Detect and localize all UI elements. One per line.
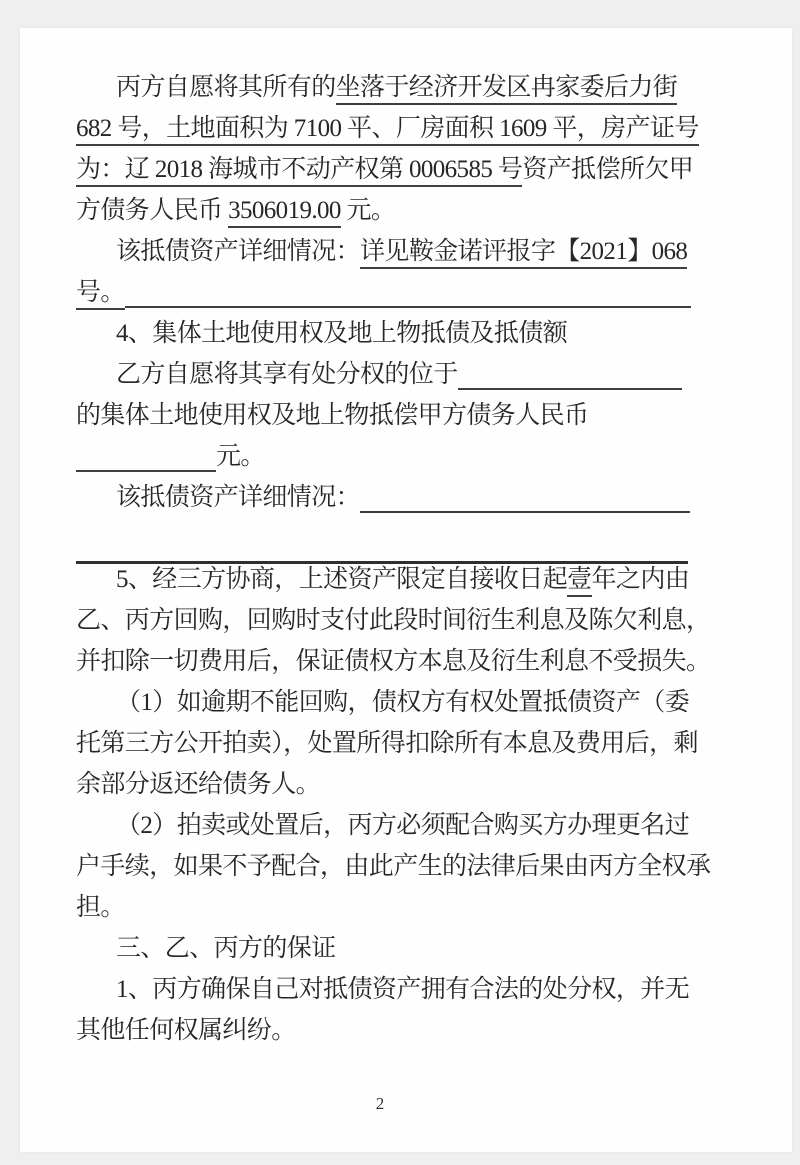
text-run: 担。 [76,894,125,921]
text-line [76,108,736,149]
text-line [76,805,736,846]
text-run: （1）如逾期不能回购，债权方有权处置抵债资产（委 [116,689,690,716]
underlined-text: 坐落于经济开发区冉家委后力街 [336,74,678,105]
document-lines [76,67,736,1051]
text-line [76,928,736,969]
text-run: 户手续，如果不予配合，由此产生的法律后果由丙方全权承 [76,853,711,880]
text-line [76,354,736,395]
text-line [76,846,736,887]
page-number: 2 [375,1094,385,1113]
text-run: 其他任何权属纠纷。 [76,1017,296,1044]
text-line [76,887,736,928]
blank-fill-line [458,388,682,390]
text-line [76,149,736,190]
text-line [76,723,736,764]
text-run: 三、乙、丙方的保证 [116,935,336,962]
text-run: 该抵债资产详细情况： [116,238,361,265]
text-line [76,969,736,1010]
text-line [76,682,736,723]
text-line [76,477,736,518]
text-line [76,395,736,436]
text-run: 元。 [216,443,265,470]
text-run: 丙方自愿将其所有的 [116,74,336,101]
text-line [76,559,736,600]
text-run: 年之内由 [591,566,690,593]
blank-fill-line [125,306,691,308]
text-run: 托第三方公开拍卖），处置所得扣除所有本息及费用后，剩 [76,730,698,757]
text-run: 1、丙方确保自己对抵债资产拥有合法的处分权，并无 [116,976,690,1003]
blank-fill-line [360,511,690,513]
text-line [76,600,736,641]
text-run: 资产抵偿所欠甲 [522,156,694,183]
scanned-contract-page [20,28,792,1152]
text-run: 4、集体土地使用权及地上物抵债及抵债额 [116,320,568,347]
text-line [76,67,736,108]
text-line [76,641,736,682]
text-run: 并扣除一切费用后，保证债权方本息及衍生利息不受损失。 [76,648,711,675]
text-line [76,764,736,805]
underlined-text: 3506019.00 [228,197,341,228]
text-run: 方债务人民币 [76,197,229,224]
text-run: 5、经三方协商，上述资产限定自接收日起 [116,566,568,593]
underlined-text: 壹 [567,566,591,597]
text-line [76,313,736,354]
text-line [76,272,736,313]
text-line [76,190,736,231]
text-run: 的集体土地使用权及地上物抵偿甲方债务人民币 [76,402,589,429]
text-run: 乙、丙方回购，回购时支付此段时间衍生利息及陈欠利息， [76,607,711,634]
text-line [76,1010,736,1051]
text-run: （2）拍卖或处置后，丙方必须配合购买方办理更名过 [116,812,690,839]
text-run: 元。 [340,197,396,224]
text-line [76,231,736,272]
text-run: 余部分返还给债务人。 [76,771,321,798]
underlined-text: 682 号，土地面积为 7100 平、厂房面积 1609 平，房产证号 [76,115,699,146]
underlined-text: 为：辽 2018 海城市不动产权第 0006585 号 [76,156,522,187]
text-run: 乙方自愿将其享有处分权的位于 [116,361,458,388]
underlined-text: 号。 [76,279,125,310]
blank-fill-line [76,470,216,472]
underlined-text: 详见鞍金诺评报字【2021】068 [360,238,687,269]
text-run: 该抵债资产详细情况： [116,484,361,511]
text-line [76,436,736,477]
